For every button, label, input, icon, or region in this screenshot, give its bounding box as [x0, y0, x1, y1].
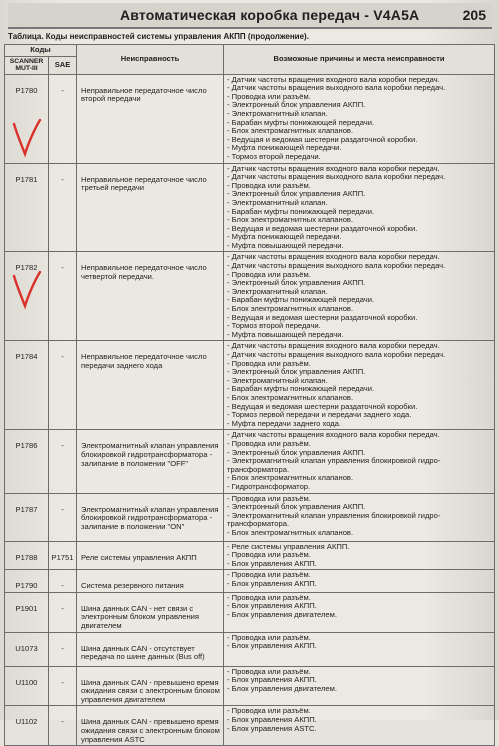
possible-causes: [224, 163, 495, 252]
fault-description: Реле системы управления АКПП: [77, 541, 224, 570]
fault-description: Шина данных CAN - превышено время ожидания связи с электронным блоком управления двигателем: [77, 666, 224, 706]
sae-code: P1751: [49, 541, 77, 570]
sae-code: -: [49, 570, 77, 593]
possible-causes: [224, 541, 495, 570]
fault-code: P1787: [5, 493, 49, 541]
cause-item: - Электронный блок управления АКПП.: [227, 189, 366, 199]
cause-item: - Датчик частоты вращения входного вала коробки передач.: [227, 341, 440, 351]
possible-causes: [224, 252, 495, 341]
possible-causes: [224, 592, 495, 632]
cause-item: - Датчик частоты вращения выходного вала коробки передач.: [227, 83, 446, 93]
table-row: [5, 592, 495, 632]
table-row: [5, 163, 495, 252]
table-body: [5, 74, 495, 746]
cause-item: - Тормоз первой передачи и передачи заднего хода.: [227, 410, 412, 420]
cause-item: - Блок электромагнитных клапанов.: [227, 126, 354, 136]
page-number: 205: [462, 7, 486, 23]
cause-item: - Проводка или разъём.: [227, 550, 311, 560]
header-title: Автоматическая коробка передач - V4A5A: [120, 7, 420, 23]
sae-code: -: [49, 163, 77, 252]
cause-item: - Электронный блок управления АКПП.: [227, 447, 366, 457]
sae-code: -: [49, 592, 77, 632]
fault-description: Шина данных CAN - отсутствует передача по шине данных (Bus off): [77, 632, 224, 666]
cause-item: - Блок управления АКПП.: [227, 715, 317, 725]
fault-code: P1786: [5, 430, 49, 493]
fault-code: P1901: [5, 592, 49, 632]
cause-item: - Проводка или разъём.: [227, 358, 311, 368]
fault-description: Неправильное передаточное число четвертой передачи.: [77, 252, 224, 341]
cause-item: - Электромагнитный клапан.: [227, 286, 328, 296]
cause-item: - Блок управления АКПП.: [227, 558, 317, 568]
cause-item: - Ведущая и ведомая шестерни раздаточной коробки.: [227, 312, 418, 322]
cause-item: - Муфта повышающей передачи.: [227, 329, 344, 339]
cause-item: - Блок управления АКПП.: [227, 601, 317, 611]
cause-item: - Блок управления двигателем.: [227, 610, 337, 620]
cause-item: - Электронный блок управления АКПП.: [227, 100, 366, 110]
header-fault: Неисправность: [77, 45, 224, 75]
fault-description: Шина данных CAN - нет связи с электронным блоком управления двигателем: [77, 592, 224, 632]
cause-item: - Электромагнитный клапан.: [227, 108, 328, 118]
sae-code: -: [49, 706, 77, 746]
sae-code: -: [49, 341, 77, 430]
cause-item: - Ведущая и ведомая шестерни раздаточной коробки.: [227, 223, 418, 233]
cause-item: - Тормоз второй передачи.: [227, 321, 321, 331]
cause-item: - Проводка или разъём.: [227, 493, 311, 503]
fault-description: Неправильное передаточное число передачи заднего хода: [77, 341, 224, 430]
cause-item: - Датчик частоты вращения входного вала коробки передач.: [227, 252, 440, 262]
fault-code: P1790: [5, 570, 49, 593]
cause-item: - Блок электромагнитных клапанов.: [227, 304, 354, 314]
cause-item: - Тормоз второй передачи.: [227, 151, 321, 161]
cause-item: - Барабан муфты понижающей передачи.: [227, 117, 375, 127]
cause-item: - Электромагнитный клапан управления блокировкой гидро-: [227, 456, 441, 466]
fault-code: U1102: [5, 706, 49, 746]
cause-item: - Блок управления двигателем.: [227, 683, 337, 693]
cause-item: - Блок управления ASTC.: [227, 723, 317, 733]
cause-item: - Датчик частоты вращения выходного вала коробки передач.: [227, 172, 446, 182]
table-caption: Таблица. Коды неисправностей системы управления АКПП (продолжение).: [8, 32, 309, 41]
header-codes: Коды: [5, 45, 77, 57]
possible-causes: [224, 666, 495, 706]
cause-item: - Проводка или разъём.: [227, 438, 311, 448]
cause-item: трансформатора.: [227, 519, 290, 529]
cause-item: - Датчик частоты вращения входного вала коробки передач.: [227, 163, 440, 173]
cause-item: - Ведущая и ведомая шестерни раздаточной коробки.: [227, 401, 418, 411]
possible-causes: [224, 570, 495, 593]
table-row: [5, 341, 495, 430]
cause-item: - Блок электромагнитных клапанов.: [227, 473, 354, 483]
possible-causes: [224, 706, 495, 746]
cause-item: - Электронный блок управления АКПП.: [227, 278, 366, 288]
cause-item: - Ведущая и ведомая шестерни раздаточной коробки.: [227, 134, 418, 144]
cause-item: - Барабан муфты понижающей передачи.: [227, 384, 375, 394]
cause-item: - Электромагнитный клапан.: [227, 197, 328, 207]
cause-item: - Датчик частоты вращения входного вала коробки передач.: [227, 430, 440, 440]
fault-code: U1073: [5, 632, 49, 666]
header-scanner: SCANNER MUT-III: [5, 56, 49, 74]
cause-item: - Проводка или разъём.: [227, 632, 311, 642]
cause-item: - Датчик частоты вращения выходного вала коробки передач.: [227, 350, 446, 359]
cause-item: - Электронный блок управления АКПП.: [227, 502, 366, 512]
cause-item: - Проводка или разъём.: [227, 666, 311, 676]
table-row: [5, 570, 495, 593]
cause-item: - Проводка или разъём.: [227, 269, 311, 279]
cause-item: - Муфта повышающей передачи.: [227, 240, 344, 250]
table-row: [5, 430, 495, 493]
table-row: [5, 252, 495, 341]
sae-code: -: [49, 666, 77, 706]
possible-causes: [224, 632, 495, 666]
sae-code: -: [49, 632, 77, 666]
cause-item: - Блок управления АКПП.: [227, 675, 317, 685]
possible-causes: [224, 341, 495, 430]
fault-code: P1780: [5, 74, 49, 163]
cause-item: - Проводка или разъём.: [227, 706, 311, 716]
possible-causes: [224, 430, 495, 493]
cause-item: - Гидротрансформатор.: [227, 481, 311, 491]
table-row: [5, 541, 495, 570]
fault-codes-table: [4, 44, 495, 746]
possible-causes: [224, 493, 495, 541]
cause-item: - Реле системы управления АКПП.: [227, 541, 350, 551]
cause-item: - Проводка или разъём.: [227, 180, 311, 190]
cause-item: - Барабан муфты понижающей передачи.: [227, 295, 375, 305]
sae-code: -: [49, 430, 77, 493]
cause-item: трансформатора.: [227, 464, 290, 474]
cause-item: - Барабан муфты понижающей передачи.: [227, 206, 375, 216]
cause-item: - Блок управления АКПП.: [227, 578, 317, 588]
fault-description: Электромагнитный клапан управления блокировкой гидротрансформатора - залипание в положении "ON": [77, 493, 224, 541]
page-header: [8, 3, 492, 29]
fault-description: Система резервного питания: [77, 570, 224, 593]
cause-item: - Электромагнитный клапан.: [227, 375, 328, 385]
table-row: [5, 706, 495, 746]
cause-item: - Датчик частоты вращения выходного вала коробки передач.: [227, 261, 446, 271]
cause-item: - Блок управления АКПП.: [227, 641, 317, 651]
header-sae: SAE: [49, 56, 77, 74]
fault-code: P1782: [5, 252, 49, 341]
table-row: [5, 666, 495, 706]
cause-item: - Электронный блок управления АКПП.: [227, 367, 366, 377]
sae-code: -: [49, 74, 77, 163]
fault-code: P1784: [5, 341, 49, 430]
cause-item: - Муфта понижающей передачи.: [227, 143, 342, 153]
table-row: [5, 493, 495, 541]
sae-code: -: [49, 493, 77, 541]
cause-item: - Блок электромагнитных клапанов.: [227, 527, 354, 537]
cause-item: - Проводка или разъём.: [227, 91, 311, 101]
fault-description: Неправильное передаточное число третьей передачи: [77, 163, 224, 252]
cause-item: - Датчик частоты вращения входного вала коробки передач.: [227, 74, 440, 84]
table-row: [5, 74, 495, 163]
fault-code: P1781: [5, 163, 49, 252]
header-causes: Возможные причины и места неисправности: [224, 45, 495, 75]
cause-item: - Электромагнитный клапан управления блокировкой гидро-: [227, 510, 441, 520]
cause-item: - Проводка или разъём.: [227, 592, 311, 602]
table-row: [5, 632, 495, 666]
cause-item: - Муфта понижающей передачи.: [227, 232, 342, 242]
possible-causes: [224, 74, 495, 163]
cause-item: - Муфта передачи заднего хода.: [227, 418, 342, 428]
fault-description: Шина данных CAN - превышено время ожидания связи с электронным блоком управления ASTC: [77, 706, 224, 746]
cause-item: - Блок электромагнитных клапанов.: [227, 392, 354, 402]
sae-code: -: [49, 252, 77, 341]
fault-description: Неправильное передаточное число второй передачи: [77, 74, 224, 163]
cause-item: - Проводка или разъём.: [227, 570, 311, 580]
fault-code: P1788: [5, 541, 49, 570]
cause-item: - Блок электромагнитных клапанов.: [227, 215, 354, 225]
fault-code: U1100: [5, 666, 49, 706]
fault-description: Электромагнитный клапан управления блокировкой гидротрансформатора - залипание в положении "OFF": [77, 430, 224, 493]
